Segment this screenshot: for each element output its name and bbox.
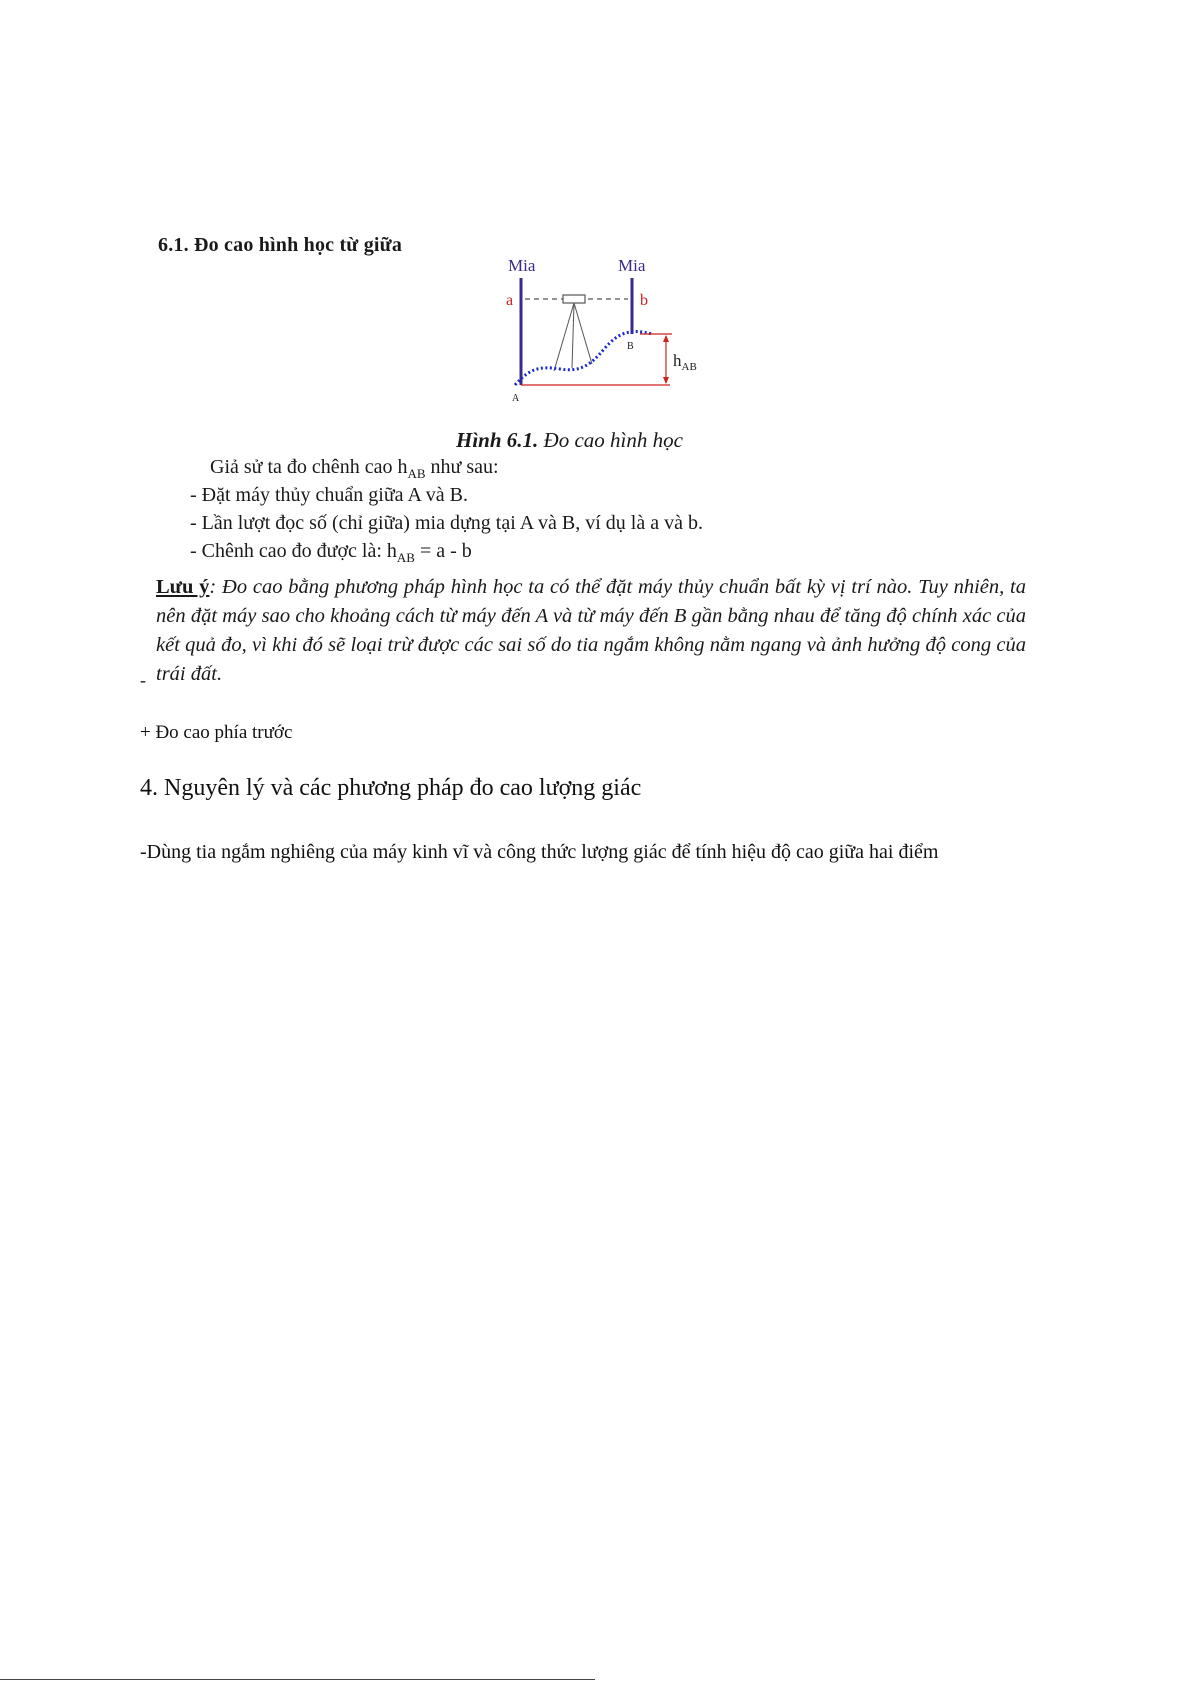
point-a-label: A <box>512 393 520 404</box>
figure-caption-text: Đo cao hình học <box>538 428 683 452</box>
footer-rule <box>0 1679 595 1680</box>
step-3-line: - Chênh cao đo được là: $h_{AB} = a - b$ <box>190 540 472 565</box>
left-staff-label: Mia <box>508 258 536 275</box>
height-arrow-head-bottom <box>663 377 669 384</box>
step-1-line: - Đặt máy thủy chuẩn giữa A và B. <box>190 484 469 506</box>
front-leveling-line: + Đo cao phía trước <box>140 722 293 743</box>
tripod-leg-right <box>574 303 592 364</box>
figure-caption-number: Hình 6.1. <box>456 428 539 452</box>
tripod-leg-left <box>554 303 574 371</box>
intro-line: Giả sử ta đo chênh cao $h_{AB}$ như sau: <box>210 456 499 481</box>
point-b-label: B <box>627 341 634 352</box>
figure-caption <box>456 428 683 453</box>
reading-a: a <box>506 292 514 309</box>
reading-b: b <box>640 292 648 309</box>
level-instrument <box>563 295 585 303</box>
embedded-textbook-image <box>150 228 1030 688</box>
tripod-leg-center <box>572 303 574 368</box>
section-4-paragraph: -Dùng tia ngắm nghiêng của máy kinh vĩ và công thức lượng giác để tính hiệu độ cao giữa hai điểm <box>140 841 939 863</box>
note-paragraph <box>156 573 1026 689</box>
right-staff-label: Mia <box>618 258 646 275</box>
step-2-line: - Lần lượt đọc số (chỉ giữa) mia dựng tại A và B, ví dụ là a và b. <box>190 512 703 534</box>
ground-profile <box>515 332 652 385</box>
dash-marker: - <box>140 670 146 690</box>
height-arrow-head-top <box>663 335 669 342</box>
note-text: : Đo cao bằng phương pháp hình học ta có thể đặt máy thủy chuẩn bất kỳ vị trí nào. Tuy nhiên, ta nên đặt máy sao cho khoảng cách từ máy đến A và từ máy đến B gần bằng nhau để tăng độ chính xác của kết quả đo, vì khi đó sẽ loại trừ được các sai số do tia ngắm không nằm ngang và ảnh hưởng độ cong của trái đất. <box>156 576 1026 685</box>
section-heading: 6.1. Đo cao hình học từ giữa <box>158 234 403 256</box>
section-4-heading: 4. Nguyên lý và các phương pháp đo cao lượng giác <box>140 775 642 801</box>
leveling-diagram <box>480 258 720 423</box>
note-label: Lưu ý <box>156 576 210 598</box>
height-label: $h_{AB}$ <box>673 351 697 373</box>
